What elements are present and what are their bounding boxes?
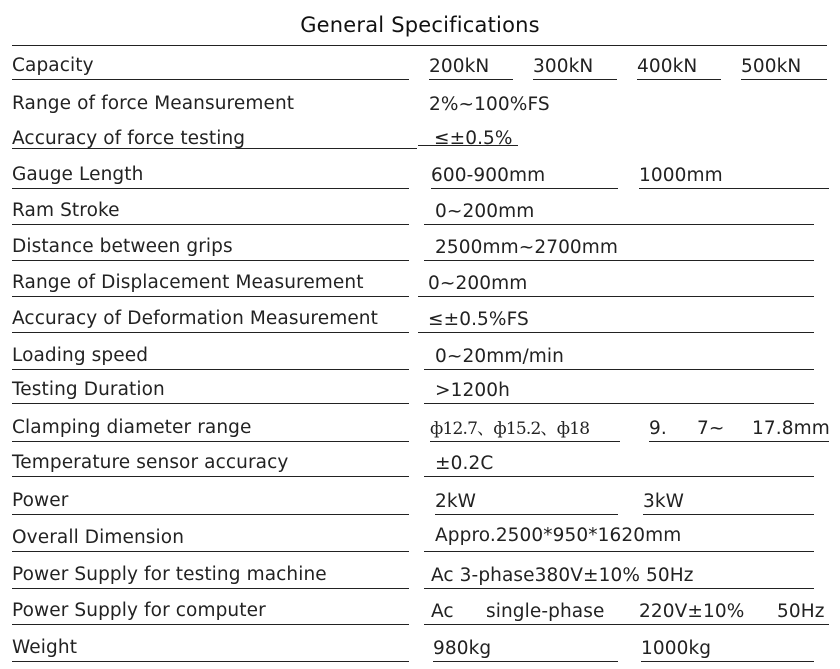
value-underline	[429, 79, 513, 80]
label-underline	[12, 403, 409, 404]
value-underline	[639, 188, 829, 189]
value-underline	[641, 661, 814, 662]
value-underline	[424, 476, 814, 477]
spec-row-displacement-range	[0, 265, 840, 301]
spec-row-capacity	[0, 48, 840, 84]
strike-line	[12, 148, 417, 149]
label-underline	[12, 224, 409, 225]
spec-value: 3kW	[643, 491, 685, 512]
spec-value: 0~200mm	[435, 201, 535, 222]
spec-label: Clamping diameter range	[12, 417, 252, 438]
label-underline	[12, 332, 409, 333]
label-underline	[12, 661, 409, 662]
label-underline	[12, 624, 409, 625]
spec-label: Testing Duration	[12, 379, 165, 400]
spec-value: 50Hz	[777, 601, 825, 622]
value-underline	[424, 224, 814, 225]
spec-value: 600-900mm	[431, 165, 546, 186]
page-title: General Specifications	[300, 13, 540, 37]
spec-row-grip-distance	[0, 229, 840, 265]
label-underline	[12, 296, 409, 297]
value-underline	[424, 403, 814, 404]
value-underline	[424, 369, 814, 370]
value-underline	[637, 79, 721, 80]
value-underline	[430, 441, 620, 442]
spec-value: ≤±0.5%	[434, 128, 513, 149]
label-underline	[12, 260, 409, 261]
spec-value: 17.8mm	[752, 418, 830, 439]
value-underline	[431, 188, 618, 189]
label-underline	[12, 188, 409, 189]
spec-value: >1200h	[435, 380, 510, 401]
title-divider	[12, 45, 827, 46]
spec-row-loading-speed	[0, 338, 840, 374]
spec-value: Appro.2500*950*1620mm	[435, 525, 682, 546]
spec-value: 300kN	[533, 56, 594, 77]
value-underline	[433, 661, 618, 662]
label-underline	[12, 441, 409, 442]
label-underline	[12, 476, 409, 477]
spec-row-overall-dimension	[0, 520, 840, 556]
spec-label: Range of force Meansurement	[12, 93, 295, 114]
label-underline	[12, 588, 409, 589]
spec-label: Temperature sensor accuracy	[12, 452, 289, 473]
spec-label: Power Supply for computer	[12, 600, 266, 621]
spec-value: single-phase	[486, 601, 605, 622]
spec-value: 0~200mm	[428, 273, 528, 294]
spec-row-weight	[0, 630, 840, 666]
spec-label: Loading speed	[12, 345, 149, 366]
spec-value: 2500mm~2700mm	[435, 237, 619, 258]
value-underline	[424, 588, 814, 589]
spec-label: Weight	[12, 637, 78, 658]
value-underline	[418, 145, 518, 146]
spec-row-ram-stroke	[0, 193, 840, 229]
spec-label: Range of Displacement Measurement	[12, 272, 364, 293]
spec-label: Ram Stroke	[12, 200, 120, 221]
spec-label: Power	[12, 490, 69, 511]
spec-value: 9.	[649, 418, 667, 439]
spec-label: Gauge Length	[12, 164, 144, 185]
spec-label: Capacity	[12, 55, 94, 76]
label-underline	[12, 79, 409, 80]
spec-value: 1000mm	[639, 165, 723, 186]
spec-value: 2%~100%FS	[429, 94, 550, 115]
spec-row-power-supply-machine	[0, 557, 840, 593]
spec-row-clamping-diameter	[0, 410, 840, 446]
spec-value: 1000kg	[641, 638, 712, 659]
spec-row-deformation-accuracy	[0, 301, 840, 337]
value-underline	[424, 260, 814, 261]
value-underline	[418, 296, 814, 297]
spec-value: 400kN	[637, 56, 698, 77]
label-underline	[12, 514, 409, 515]
spec-value: 500kN	[741, 56, 802, 77]
spec-row-gauge-length	[0, 157, 840, 193]
spec-row-testing-duration	[0, 372, 840, 408]
value-underline	[435, 514, 618, 515]
spec-row-power	[0, 483, 840, 519]
value-underline	[741, 79, 827, 80]
spec-value: Ac	[431, 601, 454, 622]
spec-label: Accuracy of force testing	[12, 128, 246, 149]
value-underline	[643, 514, 814, 515]
spec-value: 220V±10%	[639, 601, 745, 622]
value-underline	[418, 332, 814, 333]
spec-row-force-accuracy	[0, 117, 840, 153]
label-underline	[12, 369, 409, 370]
spec-value: ±0.2C	[435, 453, 494, 474]
value-underline	[649, 441, 829, 442]
spec-value: ≤±0.5%FS	[428, 309, 529, 330]
value-underline	[533, 79, 617, 80]
value-underline	[424, 624, 829, 625]
spec-label: Distance between grips	[12, 236, 233, 257]
spec-value: Ac 3-phase380V±10% 50Hz	[431, 565, 694, 586]
spec-value: 200kN	[429, 56, 490, 77]
spec-row-power-supply-computer	[0, 593, 840, 629]
spec-row-temperature-accuracy	[0, 445, 840, 481]
spec-label: Overall Dimension	[12, 527, 185, 548]
spec-value: 0~20mm/min	[435, 346, 564, 367]
spec-value: 7~	[697, 418, 725, 439]
label-underline	[12, 551, 409, 552]
spec-value: 980kg	[433, 638, 492, 659]
spec-value: ф12.7、ф15.2、ф18	[430, 419, 590, 439]
spec-value: 2kW	[435, 491, 477, 512]
spec-label: Accuracy of Deformation Measurement	[12, 308, 378, 329]
value-underline	[424, 551, 814, 552]
spec-label: Power Supply for testing machine	[12, 564, 327, 585]
